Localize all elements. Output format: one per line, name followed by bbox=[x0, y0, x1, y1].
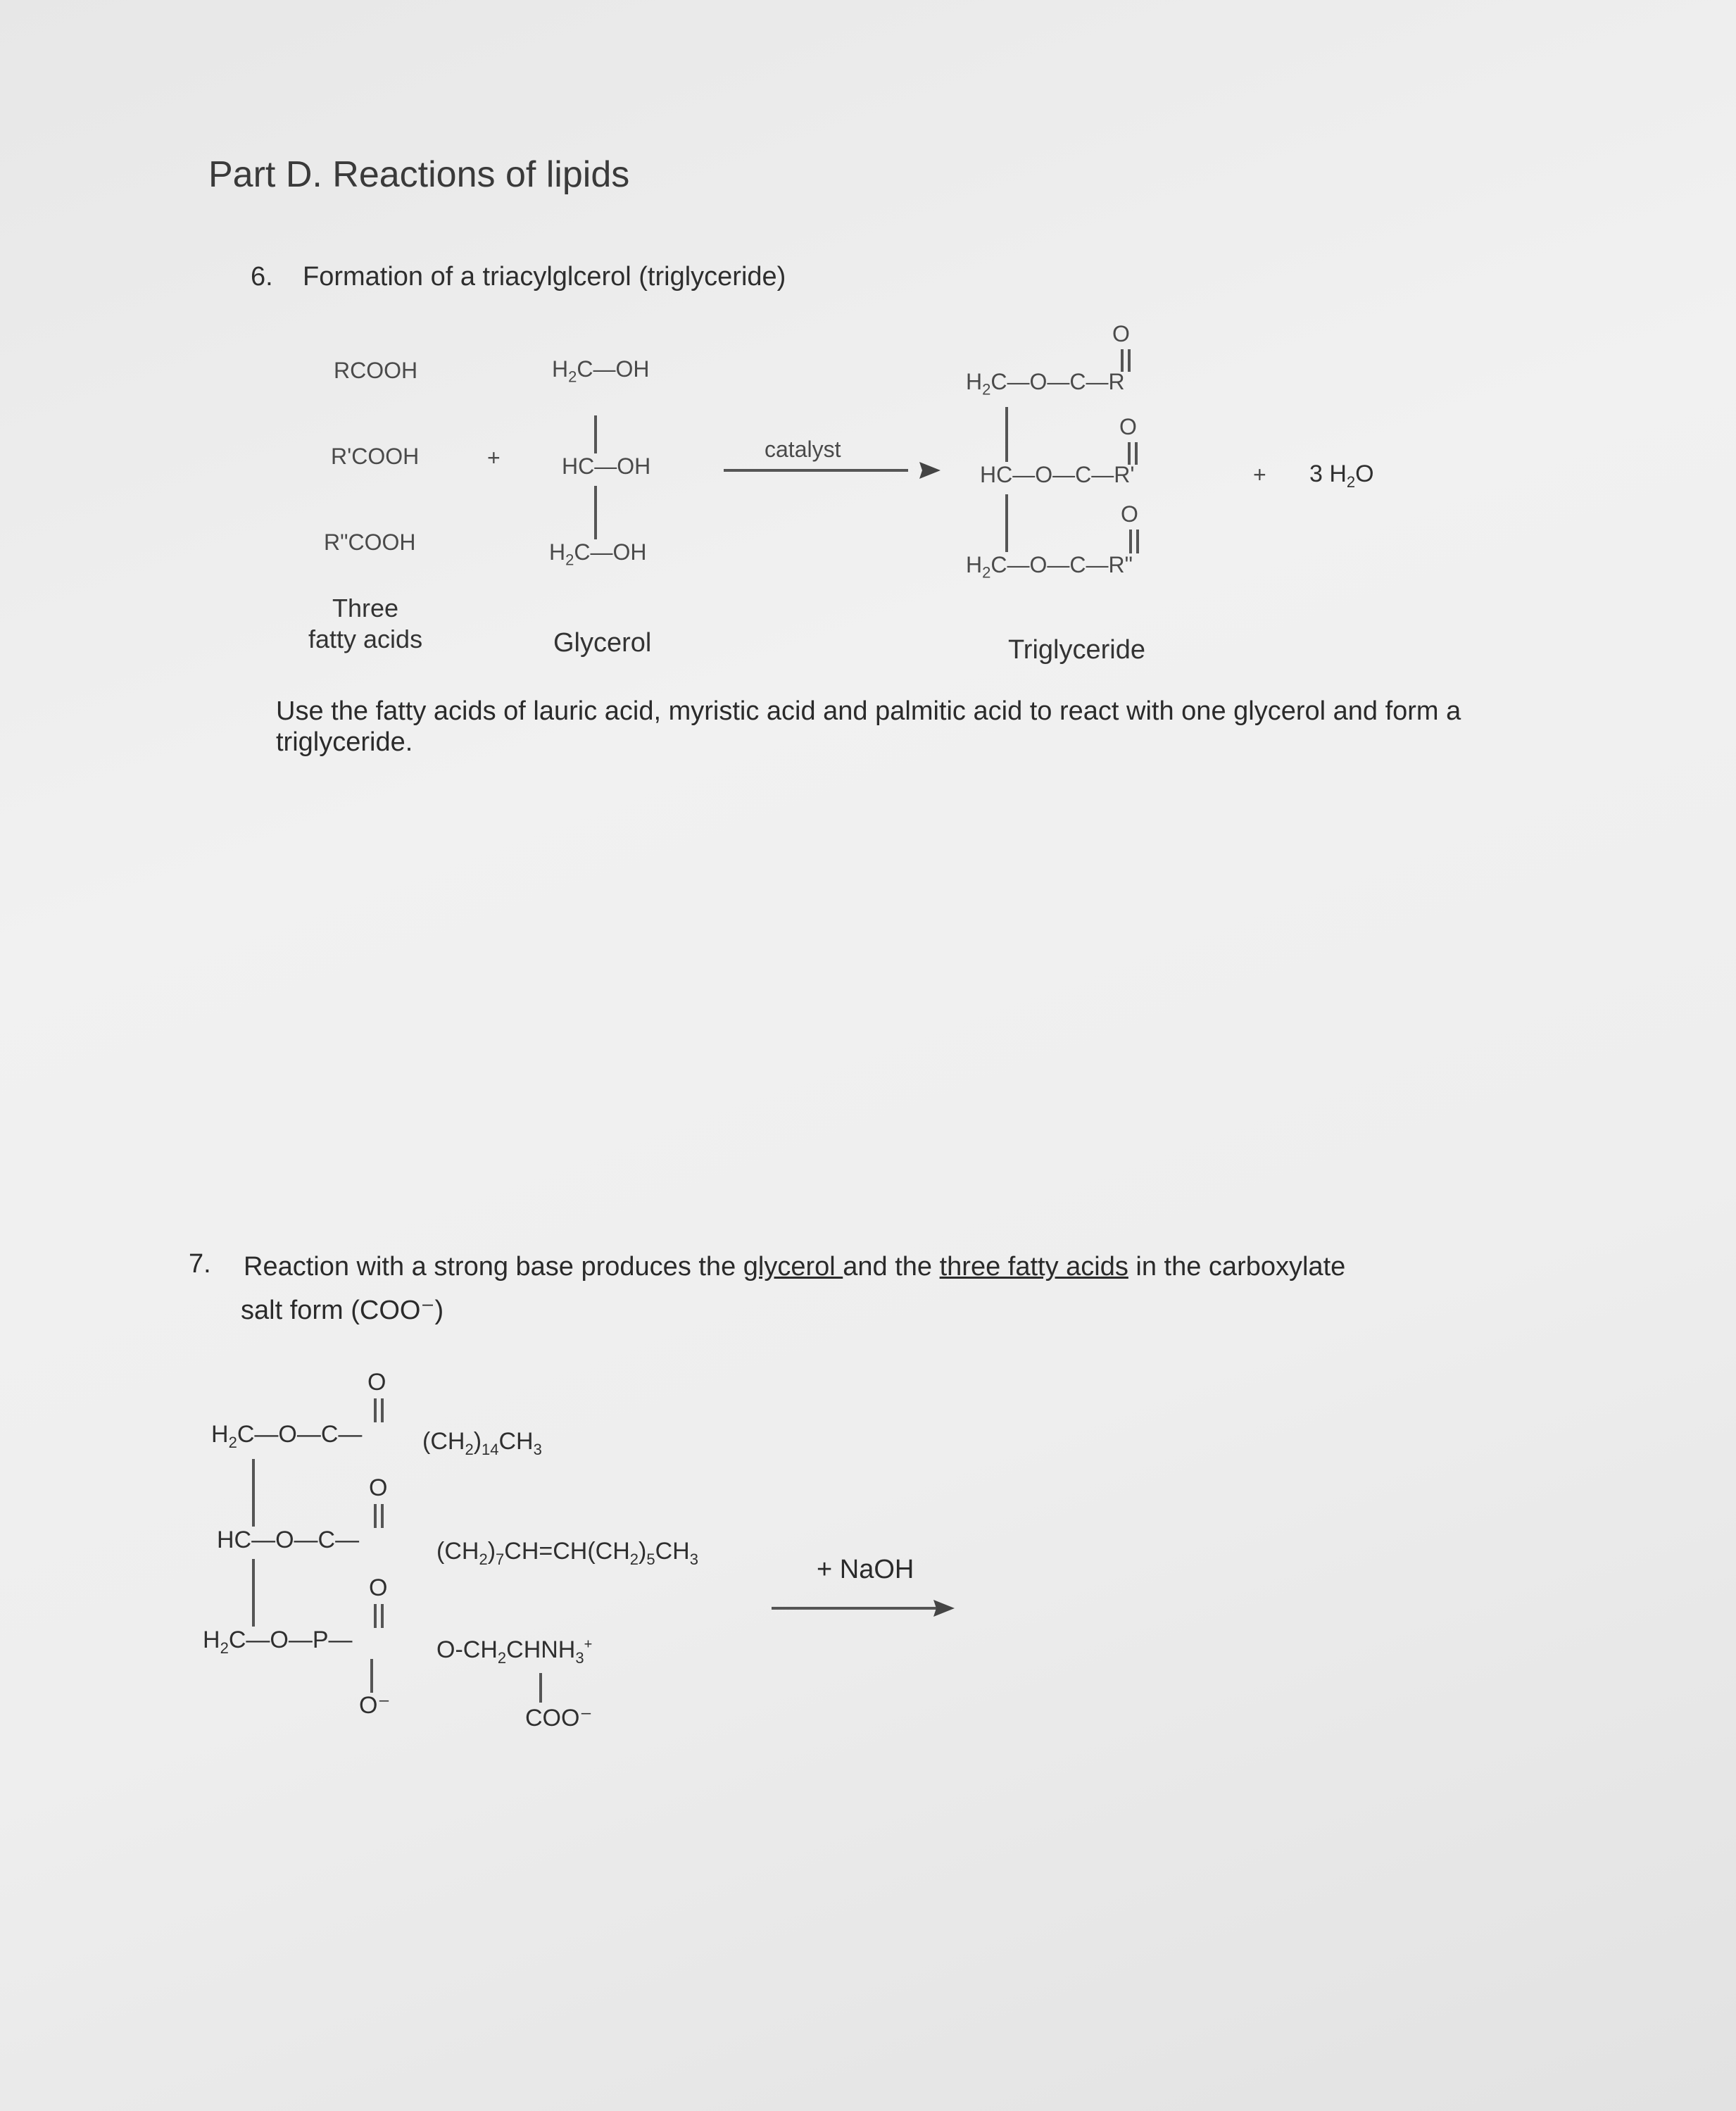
q7-o-mid: O bbox=[369, 1474, 388, 1501]
q7-head-group: $O-CH_2CHNH_3^+$ bbox=[436, 1636, 593, 1667]
carbonyl-o-1: O bbox=[1112, 321, 1130, 346]
water-product: 3 $H_2O$ bbox=[1309, 461, 1374, 491]
label-fatty-acids-line1: Three bbox=[332, 594, 399, 622]
section-title: Part D. Reactions of lipids bbox=[208, 154, 630, 195]
q7-row-3: $H_2C—O—P—$ bbox=[203, 1627, 353, 1657]
q7-o-top: O bbox=[367, 1369, 386, 1396]
label-glycerol: Glycerol bbox=[553, 628, 652, 658]
naoh-reagent: + NaOH bbox=[817, 1555, 914, 1584]
carbonyl-o-2: O bbox=[1119, 414, 1137, 439]
q7-text-middle: and the bbox=[843, 1252, 940, 1282]
q6-instruction: Use the fatty acids of lauric acid, myristic acid and palmitic acid to react with one glycerol and form a triglyceride. bbox=[276, 696, 1461, 757]
fatty-acid-2: R'COOH bbox=[331, 444, 420, 469]
q6-number: 6. bbox=[251, 262, 273, 292]
fatty-acids-link[interactable]: three fatty acids bbox=[939, 1252, 1128, 1282]
fatty-acid-3: R"COOH bbox=[324, 530, 416, 555]
plus-sign-2: + bbox=[1253, 462, 1266, 487]
glycerol-row-1: $H_2C—OH$ bbox=[552, 356, 650, 386]
q7-row-1: $H_2C—O—C—$ bbox=[211, 1421, 363, 1451]
q7-number: 7. bbox=[189, 1249, 211, 1279]
fatty-acid-1: RCOOH bbox=[334, 358, 418, 383]
carbonyl-o-3: O bbox=[1121, 501, 1138, 527]
plus-sign: + bbox=[487, 445, 501, 470]
q7-text-before: Reaction with a strong base produces the bbox=[244, 1252, 743, 1282]
q7-text-after: in the carboxylate bbox=[1128, 1252, 1346, 1282]
triglyceride-row-2: HC—O—C—R' bbox=[980, 462, 1135, 487]
glycerol-row-2: HC—OH bbox=[562, 453, 651, 479]
q7-o-p: O bbox=[369, 1574, 388, 1601]
q7-chain-1: $(CH_2)_{14}CH_3$ bbox=[422, 1428, 542, 1458]
q6-title: Formation of a triacylglcerol (triglyceride) bbox=[303, 262, 786, 292]
q7-row-2: HC—O—C— bbox=[217, 1527, 360, 1553]
q7-coo: COO⁻ bbox=[525, 1705, 593, 1731]
triglyceride-row-1: $H_2C—O—C—R$ bbox=[966, 369, 1125, 399]
label-fatty-acids-line2: fatty acids bbox=[308, 625, 423, 653]
q7-line2: salt form (COO⁻) bbox=[241, 1296, 444, 1325]
catalyst-label: catalyst bbox=[765, 437, 841, 462]
q7-chain-2: $(CH_2)_7CH=CH(CH_2)_5CH_3$ bbox=[436, 1538, 698, 1568]
glycerol-link[interactable]: glycerol bbox=[743, 1252, 843, 1282]
triglyceride-row-3: $H_2C—O—C—R$" bbox=[966, 552, 1133, 582]
label-triglyceride: Triglyceride bbox=[1008, 635, 1145, 665]
q7-phosphate-o: O⁻ bbox=[359, 1692, 391, 1719]
glycerol-row-3: $H_2C—OH$ bbox=[549, 539, 647, 569]
